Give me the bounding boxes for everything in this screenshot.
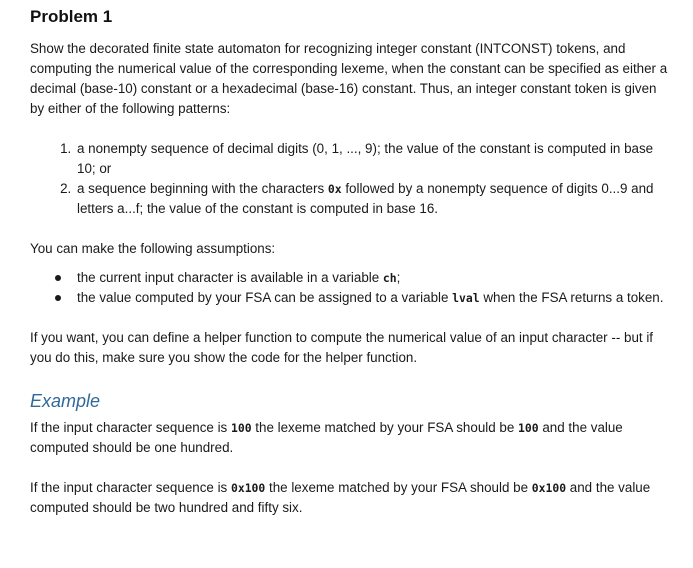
example-decimal-part3: and the value computed should be one hundred. (30, 420, 623, 455)
example-decimal-part1: If the input character sequence is (30, 420, 231, 435)
pattern-decimal-text: a nonempty sequence of decimal digits (0, 1, ..., 9); the value of the constant is computed in base 10; or (77, 141, 654, 176)
helper-note: If you want, you can define a helper function to compute the numerical value of an input character -- but if you do this, make sure you show the code for the helper function. (30, 330, 654, 365)
example-heading: Example (30, 391, 101, 411)
example-hex-part3: and the value computed should be two hundred and fifty six. (30, 480, 651, 515)
example-item-hex (30, 478, 670, 518)
pattern-hex-text-after: followed by a nonempty sequence of digits 0...9 and letters a...f; the value of the constant is computed in base 16. (77, 181, 654, 216)
assumption-ch-text-before: the current input character is available in a variable (77, 270, 383, 285)
assumption-lval-text-after: when the FSA returns a token. (479, 290, 664, 305)
example-hex-input-code: 0x100 (230, 481, 266, 495)
pattern-hex-text-before: a sequence beginning with the characters (77, 181, 328, 196)
assumption-item-ch (75, 268, 670, 288)
assumption-lval-code: lval (452, 291, 480, 305)
example-item-decimal (30, 418, 670, 458)
assumption-lval-text-before: the value computed by your FSA can be assigned to a variable (77, 290, 453, 305)
problem-intro: Show the decorated finite state automaton for recognizing integer constant (INTCONST) tokens, and computing the numerical value of the corresponding lexeme, when the constant can be specified as either a decimal (base-10) constant or a hexadecimal (base-16) constant. Thus, an integer constant token is given by either of the following patterns: (30, 41, 668, 116)
pattern-item-decimal (75, 139, 670, 179)
pattern-hex-prefix-code: 0x (327, 182, 342, 196)
document-page (30, 6, 670, 518)
pattern-list (30, 139, 670, 219)
assumption-list (30, 268, 670, 308)
example-decimal-part2: the lexeme matched by your FSA should be (251, 420, 519, 435)
assumption-ch-text-after: ; (396, 270, 401, 285)
example-hex-part1: If the input character sequence is (30, 480, 231, 495)
example-hex-part2: the lexeme matched by your FSA should be (265, 480, 532, 495)
example-hex-lexeme-code: 0x100 (531, 481, 567, 495)
assumption-item-lval (75, 288, 670, 308)
problem-title: Problem 1 (30, 7, 113, 26)
example-decimal-lexeme-code: 100 (518, 421, 539, 435)
assumption-ch-code: ch (382, 271, 397, 285)
assumptions-intro: You can make the following assumptions: (30, 241, 276, 256)
pattern-item-hex (75, 179, 670, 219)
example-decimal-input-code: 100 (230, 421, 252, 435)
